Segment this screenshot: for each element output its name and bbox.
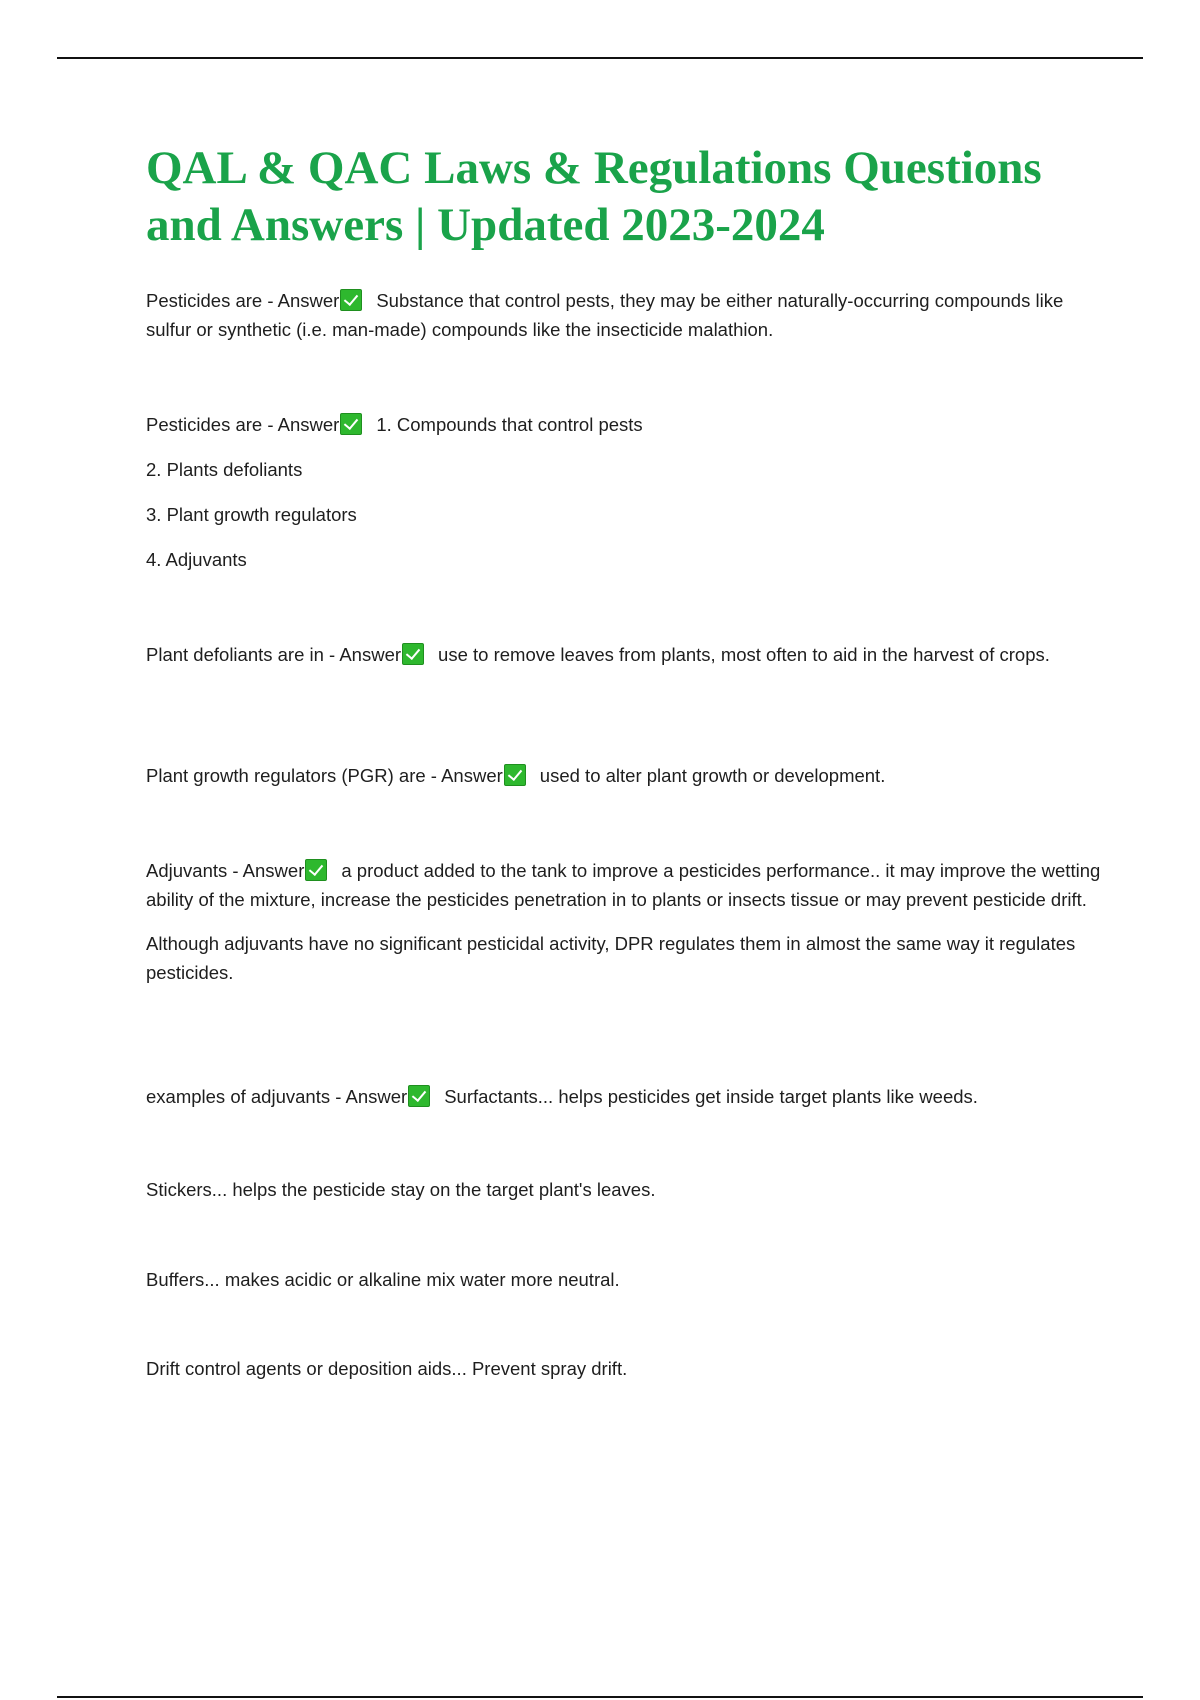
- answer-label: Answer: [277, 414, 340, 435]
- footer-rule: [57, 1696, 1143, 1698]
- answer-label: Answer: [242, 860, 305, 881]
- list-item: 3. Plant growth regulators: [146, 504, 357, 525]
- question-text: Pesticides are -: [146, 290, 278, 311]
- qa-item-pesticides-1: [146, 287, 1106, 344]
- list-item: 2. Plants defoliants: [146, 458, 303, 480]
- extra-line-drift: [146, 1355, 1106, 1384]
- header-rule: [57, 57, 1143, 59]
- title-block: [146, 140, 1096, 254]
- qa-line: [146, 411, 1106, 440]
- check-mark-icon: [305, 859, 327, 881]
- answer-text: Substance that control pests, they may be either naturally-occurring compounds like sulfur or synthetic (i.e. man-made) compounds like the insecticide malathion.: [146, 290, 1064, 340]
- paragraph: Buffers... makes acidic or alkaline mix water more neutral.: [146, 1269, 620, 1290]
- answer-label: Answer: [441, 765, 503, 786]
- check-mark-icon: [408, 1085, 430, 1107]
- question-text: Pesticides are -: [146, 414, 278, 435]
- title-line-1: QAL & QAC Laws & Regulations Questions: [146, 142, 1042, 194]
- check-mark-icon: [340, 289, 362, 311]
- answer-label: Answer: [345, 1086, 408, 1107]
- list-item: 4. Adjuvants: [146, 548, 247, 570]
- check-mark-icon: [504, 764, 526, 786]
- check-mark-icon: [402, 643, 424, 665]
- page-title: [146, 140, 1096, 254]
- qa-line: [146, 762, 1106, 791]
- paragraph: Stickers... helps the pesticide stay on the target plant's leaves.: [146, 1179, 656, 1200]
- answer-label: Answer: [339, 644, 402, 665]
- qa-item-adjuvant-examples: [146, 1083, 1106, 1112]
- qa-item-adjuvants: [146, 857, 1106, 987]
- qa-item-pesticides-2: [146, 411, 1106, 574]
- paragraph: Although adjuvants have no significant pesticidal activity, DPR regulates them in almost the same way it regulates pesticides.: [146, 933, 1076, 983]
- answer-text: Surfactants... helps pesticides get inside target plants like weeds.: [444, 1086, 978, 1107]
- qa-item-defoliants: [146, 641, 1106, 670]
- extra-line-stickers: [146, 1176, 1106, 1205]
- qa-line: [146, 641, 1106, 670]
- paragraph: Drift control agents or deposition aids... Prevent spray drift.: [146, 1358, 628, 1379]
- check-mark-icon: [340, 413, 362, 435]
- answer-text: use to remove leaves from plants, most often to aid in the harvest of crops.: [438, 644, 1050, 665]
- answer-text: a product added to the tank to improve a pesticides performance.. it may improve the wetting ability of the mixture, increase the pesticides penetration in to plants or insects tissue or may prevent pesticide drift.: [146, 860, 1101, 910]
- question-text: Plant defoliants are in -: [146, 644, 340, 665]
- qa-line: [146, 287, 1106, 344]
- title-line-2: and Answers | Updated 2023-2024: [146, 199, 825, 251]
- qa-item-pgr: [146, 762, 1106, 791]
- question-text: Adjuvants -: [146, 860, 243, 881]
- qa-line: [146, 857, 1106, 914]
- question-text: Plant growth regulators (PGR) are -: [146, 765, 442, 786]
- answer-text: used to alter plant growth or development.: [539, 765, 886, 786]
- answer-text: 1. Compounds that control pests: [376, 414, 643, 435]
- question-text: examples of adjuvants -: [146, 1086, 346, 1107]
- qa-line: [146, 1083, 1106, 1112]
- answer-label: Answer: [277, 290, 340, 311]
- extra-line-buffers: [146, 1266, 1106, 1295]
